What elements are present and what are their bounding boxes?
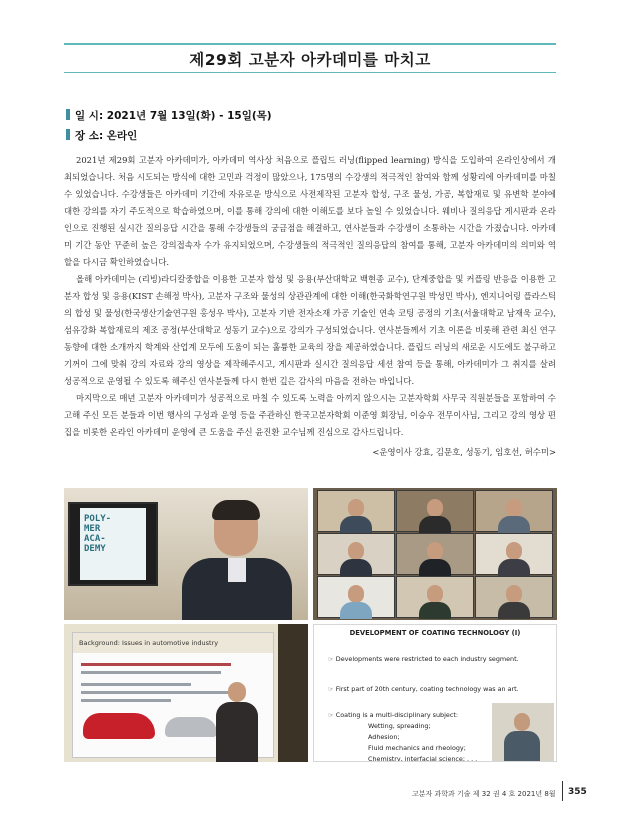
face <box>427 499 443 517</box>
paragraph: 2021년 제29회 고분자 아카데미가, 아카데미 역사상 처음으로 플립드 러닝(flipped learning) 방식을 도입하여 온라인상에서 개최되었습니다. 처음 시도되는 방식에 대한 고민과 걱정이 많았으나, 175명의 수강생의 적극적인 참여와 함께 성황리에 아카데미를 마칠 수 있었습니다. 수강생들은 아카데미 기간에 자유로운 방식으로 사전제작된 고분자 합성, 구조 물성, 가공, 복합재료 및 유변학 분야에 대한 강의를 자기 주도적으로 학습하였으며, 이를 통해 강의에 대한 이해도를 보다 높일 수 있었습니다. 웨비나 질의응답 게시판과 온라인으로 진행된 실시간 질의응답 시간을 통해 수강생들의 궁금점을 해결하고, 연사분들과 수강생이 소통하는 시간을 가졌습니다. 아카데미 기간 동안 꾸준히 높은 강의접속자 수가 유지되었으며, 수강생들의 적극적인 질의응답의 참여를 통해, 고분자 아카데미의 의미와 역할을 다시금 확인하였습니다. <box>64 155 556 267</box>
photo-coating-slide <box>313 624 557 762</box>
slide-subitem: Fluid mechanics and rheology; <box>368 744 466 752</box>
torso <box>340 559 372 576</box>
face <box>427 585 443 603</box>
slide-subitem: Chemistry, interfacial science; . . . <box>368 755 478 762</box>
torso <box>498 516 530 533</box>
face <box>506 585 522 603</box>
face <box>427 542 443 560</box>
presenter-figure <box>214 682 260 762</box>
date-row <box>66 108 272 123</box>
participant-tile <box>317 576 395 618</box>
hair <box>212 500 260 520</box>
signature: <운영이사 강효, 김문호, 성동기, 임호선, 허수미> <box>372 447 556 457</box>
text-line <box>81 683 191 686</box>
slide-bullet <box>328 655 519 663</box>
place-value: 온라인 <box>106 130 138 142</box>
tv-screen <box>68 502 158 586</box>
participant-tile <box>396 490 474 532</box>
photo-presentation <box>64 624 308 762</box>
pointing-hand-icon: ☞ <box>328 685 334 693</box>
date-label: 일 시: <box>75 110 104 122</box>
photo-lecturer <box>64 488 308 620</box>
participant-tile <box>475 576 553 618</box>
torso <box>498 602 530 619</box>
text-line <box>81 663 231 666</box>
torso <box>340 602 372 619</box>
place-row <box>66 128 137 143</box>
torso <box>498 559 530 576</box>
slide-bullet-text: Coating is a multi-disciplinary subject: <box>335 711 458 719</box>
pointing-hand-icon: ☞ <box>328 655 334 663</box>
torso <box>340 516 372 533</box>
paragraph: 올해 아카데미는 (리빙)라디칼중합을 이용한 고분자 합성 및 응용(부산대학교 백현종 교수), 단계중합을 및 커플링 반응을 이용한 고분자 합성 및 응용(KIST 손해정 박사), 고분자 구조와 물성의 상관관계에 대한 이해(한국화학연구원 박성민 박사), 엔지니어링 플라스틱의 합성 및 물성(한국생산기술연구원 홍성우 박사), 고분자 기반 전자소재 가공 기술인 연속 코팅 공정의 기초(서울대학교 남재욱 교수), 섬유강화 복합재료의 제조 공정(부산대학교 성동기 교수)으로 강의가 구성되었습니다. 연사분들께서 기초 이론을 비롯해 관련 최신 연구 동향에 대한 소개까지 학계와 산업계 모두에 도움이 되는 훌륭한 교육의 장을 제공하였습니다. 플립드 러닝의 새로운 시도에도 불구하고 기꺼이 그에 맞춰 강의 자료와 강의 영상을 제작해주시고, 게시판과 실시간 질의응답 세션 참여 등을 통해, 아카데미가 그 취지를 살려 성공적으로 운영될 수 있도록 해주신 연사분들께 다시 한번 깊은 감사의 마음을 전하는 바입니다. <box>64 274 556 386</box>
face <box>348 542 364 560</box>
title-rule-top <box>64 43 556 45</box>
text-line <box>81 699 171 702</box>
text-line <box>81 691 231 694</box>
lecturer-figure <box>182 502 292 620</box>
presenter-body <box>216 702 258 762</box>
participant-tile <box>396 533 474 575</box>
participant-tile <box>317 490 395 532</box>
shirt <box>228 558 246 582</box>
photo-video-conference <box>313 488 557 620</box>
section-marker-icon <box>66 109 70 120</box>
face <box>348 585 364 603</box>
participant-tile <box>475 490 553 532</box>
section-marker-icon <box>66 129 70 140</box>
slide-bullet-text: First part of 20th century, coating technology was an art. <box>335 685 519 693</box>
torso <box>419 559 451 576</box>
face <box>506 542 522 560</box>
slide-bullet <box>328 711 458 719</box>
footer-divider <box>562 781 563 801</box>
text-line <box>81 671 221 674</box>
participant-tile <box>396 576 474 618</box>
slide-bullet-text: Developments were restricted to each industry segment. <box>335 655 519 663</box>
red-car-image <box>83 713 155 739</box>
participant-tile <box>475 533 553 575</box>
room-wall <box>278 624 308 762</box>
place-label: 장 소: <box>75 130 104 142</box>
slide-subitem: Adhesion; <box>368 733 400 741</box>
page-title: 제29회 고분자 아카데미를 마치고 <box>189 51 431 69</box>
slide-header: Background: Issues in automotive industry <box>73 633 273 653</box>
speaker-body <box>504 731 540 761</box>
article-body <box>64 152 556 441</box>
slide-title: DEVELOPMENT OF COATING TECHNOLOGY (I) <box>349 629 521 637</box>
pointing-hand-icon: ☞ <box>328 711 334 719</box>
page-number: 355 <box>568 787 587 797</box>
date-value: 2021년 7월 13일(화) - 15일(목) <box>106 110 272 122</box>
silver-car-image <box>165 717 217 737</box>
title-rule-bottom <box>64 72 556 73</box>
journal-footer: 고분자 과학과 기술 제 32 권 4 호 2021년 8월 <box>412 790 556 798</box>
torso <box>419 602 451 619</box>
academy-book-cover: POLY- MER ACA- DEMY <box>80 508 146 580</box>
slide-subitem: Wetting, spreading; <box>368 722 431 730</box>
presenter-head <box>228 682 246 702</box>
slide-bullet <box>328 685 519 693</box>
torso <box>419 516 451 533</box>
participant-tile <box>317 533 395 575</box>
speaker-inset <box>492 703 554 761</box>
speaker-head <box>514 713 530 731</box>
face <box>348 499 364 517</box>
paragraph: 마지막으로 매년 고분자 아카데미가 성공적으로 마칠 수 있도록 노력을 아끼지 않으시는 고분자학회 사무국 직원분들을 포함하여 수고해 주신 모든 분들과 이번 행사의 구성과 운영 등을 주관하신 한국고분자학회 이준영 회장님, 이승우 전무이사님, 그리고 강의 영상 편집을 비롯한 온라인 아카데미 운영에 큰 도움을 주신 윤진환 교수님께 진심으로 감사드립니다. <box>64 393 556 437</box>
face <box>506 499 522 517</box>
